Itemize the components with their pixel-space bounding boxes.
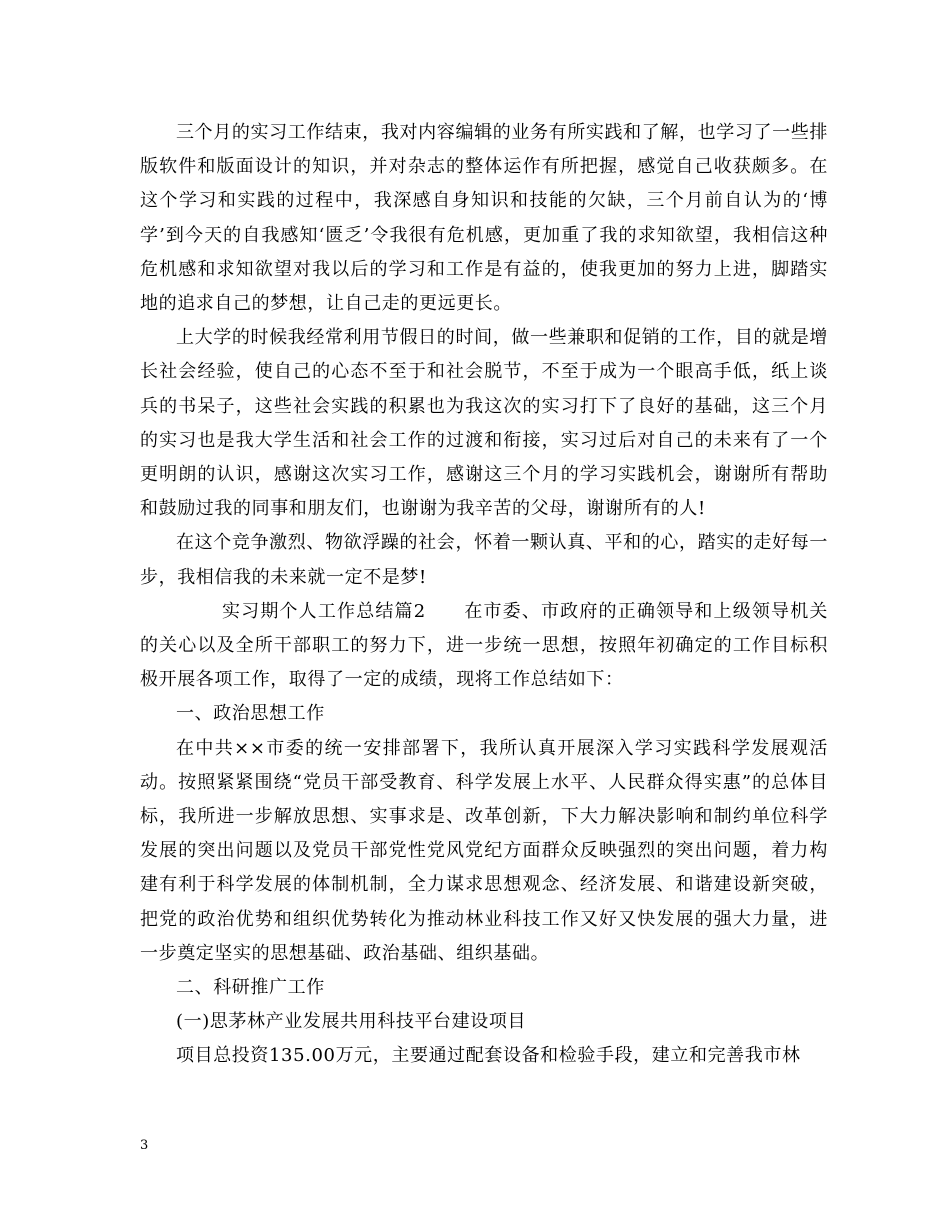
paragraph-political-work: 在中共××市委的统一安排部署下，我所认真开展深入学习实践科学发展观活动。按照紧紧围绕“党员干部受教育、科学发展上水平、人民群众得实惠”的总体目标，我所进一步解放思想、实事求是、改革创新，下大力解决影响和制约单位科学发展的突出问题以及党员干部党性党风党纪方面群众反映强烈的突出问题，着力构建有利于科学发展的体制机制，全力谋求思想观念、经济发展、和谐建设新突破，把党的政治优势和组织优势转化为推动林业科技工作又好又快发展的强大力量，进一步奠定坚实的思想基础、政治基础、组织基础。 bbox=[140, 737, 828, 964]
document-body bbox=[140, 116, 828, 1074]
heading-research-promotion: 二、科研推广工作 bbox=[176, 977, 325, 999]
paragraph-internship-summary: 三个月的实习工作结束，我对内容编辑的业务有所实践和了解，也学习了一些排版软件和版面设计的知识，并对杂志的整体运作有所把握，感觉自己收获颇多。在这个学习和实践的过程中，我深感自身知识和技能的欠缺，三个月前自认为的‘博学’到今天的自我感知‘匮乏’令我很有危机感，更加重了我的求知欲望，我相信这种危机感和求知欲望对我以后的学习和工作是有益的，使我更加的努力上进，脚踏实地的追求自己的梦想，让自己走的更远更长。 bbox=[140, 122, 828, 315]
paragraph-university-experience: 上大学的时候我经常利用节假日的时间，做一些兼职和促销的工作，目的就是增长社会经验，使自己的心态不至于和社会脱节，不至于成为一个眼高手低，纸上谈兵的书呆子，这些社会实践的积累也为我这次的实习打下了良好的基础，这三个月的实习也是我大学生活和社会工作的过渡和衔接，实习过后对自己的未来有了一个更明朗的认识，感谢这次实习工作，感谢这三个月的学习实践机会，谢谢所有帮助和鼓励过我的同事和朋友们，也谢谢为我辛苦的父母，谢谢所有的人! bbox=[140, 327, 828, 520]
section-title: 实习期个人工作总结篇2 bbox=[222, 600, 426, 622]
section-intro: 在市委、市政府的正确领导和上级领导机关的关心以及全所干部职工的努力下，进一步统一思想，按照年初确定的工作目标积极开展各项工作，取得了一定的成绩，现将工作总结如下： bbox=[140, 600, 828, 691]
paragraph-closing: 在这个竞争激烈、物欲浮躁的社会，怀着一颗认真、平和的心，踏实的走好每一步，我相信我的未来就一定不是梦! bbox=[140, 532, 828, 588]
subheading-platform-project: (一)思茅林产业发展共用科技平台建设项目 bbox=[176, 1011, 527, 1033]
page-number: 3 bbox=[140, 1138, 149, 1153]
paragraph-project-investment: 项目总投资135.00万元，主要通过配套设备和检验手段，建立和完善我市林 bbox=[176, 1045, 801, 1067]
section-title-block bbox=[140, 595, 828, 698]
heading-political-work: 一、政治思想工作 bbox=[176, 703, 325, 725]
